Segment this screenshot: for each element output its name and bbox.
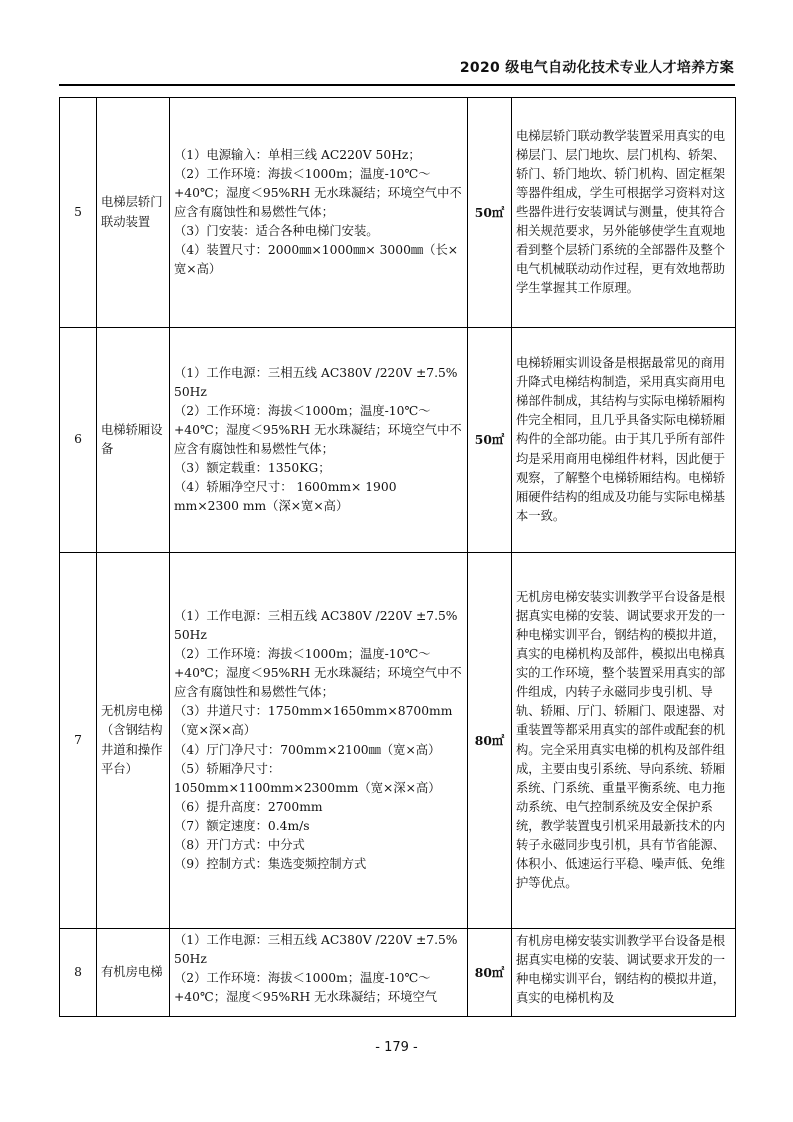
spec-line: （5）轿厢净尺寸：1050mm×1100mm×2300mm（宽×深×高） [174,761,441,795]
equipment-name: 电梯轿厢设备 [97,328,170,553]
spec-line: （2）工作环境：海拔＜1000m；温度-10℃～+40℃；湿度＜95%RH 无水珠凝结；环境空气中不应含有腐蚀性和易燃性气体； [174,647,462,700]
row-number: 5 [60,98,97,328]
equipment-description: 电梯轿厢实训设备是根据最常见的商用升降式电梯结构制造，采用真实商用电梯部件制成，其结构与实际电梯轿厢构件完全相同，且几乎具备实际电梯轿厢构件的全部功能。由于其几乎所有部件均是采用商用电梯组件材料，因此便于观察，了解整个电梯轿厢结构。电梯轿厢硬件结构的组成及功能与实际电梯基本一致。 [512,328,736,553]
row-number: 7 [60,553,97,929]
spec-line: （4）装置尺寸：2000㎜×1000㎜× 3000㎜（长×宽×高） [174,243,459,277]
equipment-specs [170,553,468,929]
table-row [60,98,736,328]
equipment-description: 有机房电梯安装实训教学平台设备是根据真实电梯的安装、调试要求开发的一种电梯实训平台，钢结构的模拟井道，真实的电梯机构及 [512,929,736,1017]
table-row [60,553,736,929]
spec-line: （8）开门方式：中分式 [174,837,305,852]
equipment-specs [170,98,468,328]
table-row [60,328,736,553]
equipment-name: 有机房电梯 [97,929,170,1017]
area-size: 50㎡ [468,98,512,328]
equipment-name: 无机房电梯（含钢结构井道和操作平台） [97,553,170,929]
spec-line: （3）门安装：适合各种电梯门安装。 [174,224,379,239]
row-number: 6 [60,328,97,553]
area-size: 80㎡ [468,553,512,929]
area-size: 50㎡ [468,328,512,553]
spec-line: （2）工作环境：海拔＜1000m；温度-10℃～+40℃；湿度＜95%RH 无水珠凝结；环境空气中不应含有腐蚀性和易燃性气体； [174,403,462,456]
spec-line: （4）轿厢净空尺寸： 1600mm× 1900 mm×2300 mm（深×宽×高） [174,480,397,514]
header-rule [59,84,735,86]
equipment-table [59,97,736,1017]
equipment-description: 电梯层轿门联动教学装置采用真实的电梯层门、层门地坎、层门机构、轿架、轿门、轿门地坎、轿门机构、固定框架等器件组成，学生可根据学习资料对这些器件进行安装调试与测量，使其符合相关规范要求，另外能够使学生直观地看到整个层轿门系统的全部器件及整个电气机械联动动作过程，更有效地帮助学生掌握其工作原理。 [512,98,736,328]
equipment-specs [170,328,468,553]
equipment-name: 电梯层轿门联动装置 [97,98,170,328]
spec-line: （1）工作电源：三相五线 AC380V /220V ±7.5% 50Hz [174,933,458,967]
spec-line: （3）额定载重：1350KG； [174,461,331,476]
table-row [60,929,736,1017]
spec-line: （6）提升高度：2700mm [174,799,323,814]
spec-line: （2）工作环境：海拔＜1000m；温度-10℃～+40℃；湿度＜95%RH 无水珠凝结；环境空气中不应含有腐蚀性和易燃性气体； [174,166,462,219]
area-size: 80㎡ [468,929,512,1017]
spec-line: （1）工作电源：三相五线 AC380V /220V ±7.5% 50Hz [174,365,458,399]
document-header-title: 2020 级电气自动化技术专业人才培养方案 [459,60,734,76]
row-number: 8 [60,929,97,1017]
spec-line: （1）工作电源：三相五线 AC380V /220V ±7.5% 50Hz [174,609,458,643]
page-number: - 179 - [375,1040,418,1055]
equipment-specs [170,929,468,1017]
spec-line: （2）工作环境：海拔＜1000m；温度-10℃～+40℃；湿度＜95%RH 无水珠凝结；环境空气 [174,971,438,1005]
spec-line: （7）额定速度：0.4m/s [174,818,310,833]
equipment-description: 无机房电梯安装实训教学平台设备是根据真实电梯的安装、调试要求开发的一种电梯实训平台，钢结构的模拟井道，真实的电梯机构及部件，模拟出电梯真实的工作环境，整个装置采用真实的部件组成，内转子永磁同步曳引机、导轨、轿厢、厅门、轿厢门、限速器、对重装置等都采用真实的部件或配套的机构。完全采用真实电梯的机构及部件组成，主要由曳引系统、导向系统、轿厢系统、门系统、重量平衡系统、电力拖动系统、电气控制系统及安全保护系统，教学装置曳引机采用最新技术的内转子永磁同步曳引机，具有节省能源、体积小、低速运行平稳、噪声低、免维护等优点。 [512,553,736,929]
spec-line: （9）控制方式：集选变频控制方式 [174,856,367,871]
spec-line: （3）井道尺寸：1750mm×1650mm×8700mm（宽×深×高） [174,704,453,738]
spec-line: （4）厅门净尺寸：700mm×2100㎜（宽×高） [174,742,441,757]
spec-line: （1）电源输入：单相三线 AC220V 50Hz； [174,147,421,162]
